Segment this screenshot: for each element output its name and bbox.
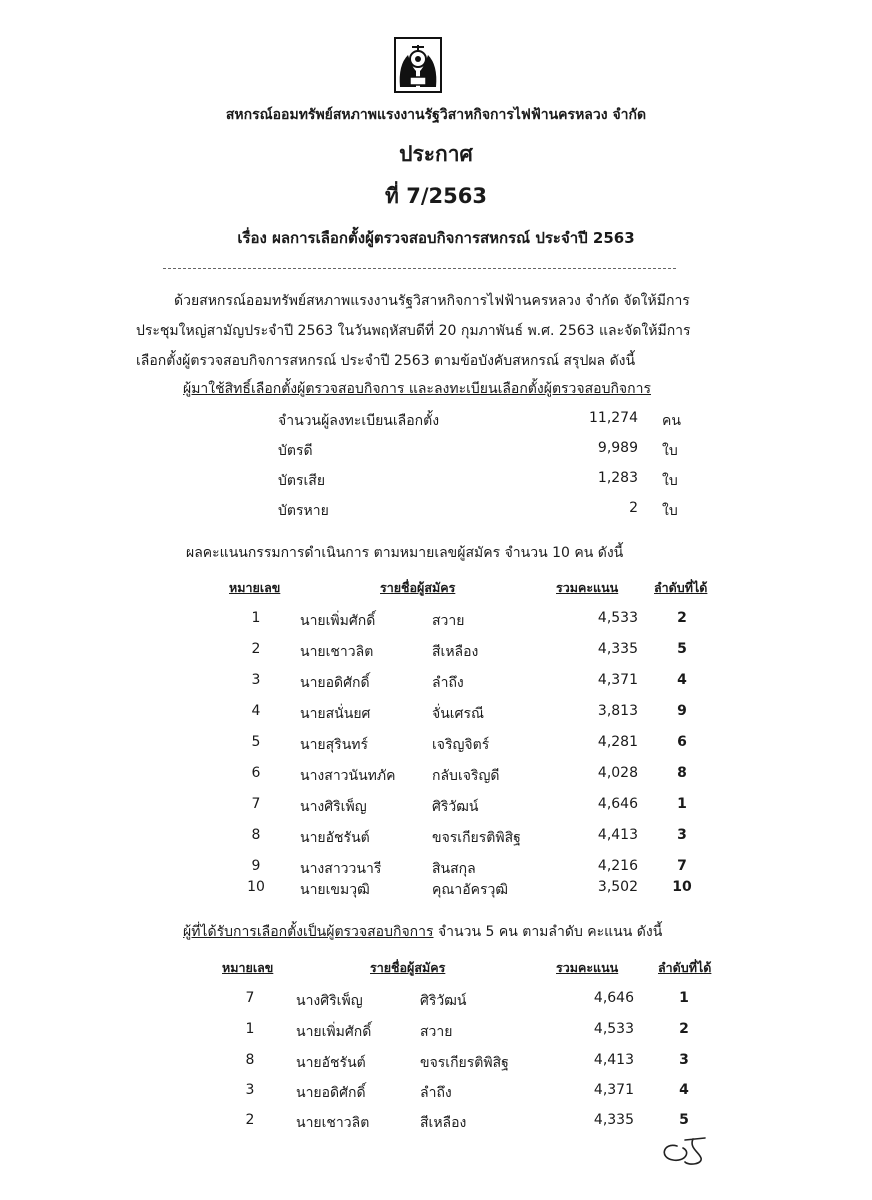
column-header-score: รวมคะแนน — [556, 960, 619, 975]
candidate-number: 10 — [247, 879, 265, 895]
elected-heading-underlined: ผู้ที่ได้รับการเลือกตั้งเป็นผู้ตรวจสอบกิจการ — [183, 924, 434, 940]
elected-heading-rest: จำนวน 5 คน ตามลำดับ คะแนน ดังนี้ — [433, 924, 663, 940]
candidate-number: 6 — [251, 765, 261, 781]
candidate-first-name: นายสนั่นยศ — [300, 706, 371, 722]
candidate-number: 9 — [251, 858, 261, 874]
candidate-last-name: สวาย — [432, 613, 465, 629]
column-header-rank: ลำดับที่ได้ — [654, 580, 708, 595]
candidate-last-name: เจริญจิตร์ — [432, 737, 490, 753]
turnout-value: 11,274 — [589, 410, 638, 426]
organization-name: สหกรณ์ออมทรัพย์สหภาพแรงงานรัฐวิสาหกิจการไฟฟ้านครหลวง จำกัด — [225, 107, 647, 123]
elected-rank: 1 — [679, 990, 689, 1006]
announcement-number: ที่ 7/2563 — [385, 184, 487, 208]
candidate-rank: 3 — [677, 827, 687, 843]
candidate-score: 4,371 — [597, 672, 638, 688]
candidate-score: 4,028 — [597, 765, 638, 781]
turnout-label: บัตรหาย — [278, 503, 329, 519]
candidate-rank: 6 — [677, 734, 687, 750]
elected-score: 4,371 — [593, 1082, 634, 1098]
announcement-subject: เรื่อง ผลการเลือกตั้งผู้ตรวจสอบกิจการสหกรณ์ ประจำปี 2563 — [237, 229, 635, 247]
turnout-value: 2 — [629, 500, 638, 516]
candidate-score: 3,502 — [597, 879, 638, 895]
candidate-rank: 10 — [672, 879, 692, 895]
candidate-score: 4,335 — [597, 641, 638, 657]
turnout-unit: ใบ — [662, 443, 678, 459]
column-header-name: รายชื่อผู้สมัคร — [370, 960, 446, 975]
elected-number: 1 — [245, 1021, 255, 1037]
elected-last-name: ศิริวัฒน์ — [420, 993, 467, 1009]
elected-heading — [183, 921, 662, 943]
turnout-unit: คน — [662, 413, 681, 429]
turnout-heading: ผู้มาใช้สิทธิ์เลือกตั้งผู้ตรวจสอบกิจการ และลงทะเบียนเลือกตั้งผู้ตรวจสอบกิจการ — [183, 381, 651, 397]
column-header-score: รวมคะแนน — [556, 580, 619, 595]
turnout-unit: ใบ — [662, 503, 678, 519]
candidate-first-name: นายอัชรันต์ — [300, 830, 370, 846]
elected-last-name: ลำถึง — [420, 1085, 452, 1101]
elected-number: 3 — [245, 1082, 255, 1098]
candidate-last-name: สินสกุล — [432, 861, 476, 877]
column-header-number: หมายเลข — [229, 580, 281, 595]
elected-score: 4,646 — [593, 990, 634, 1006]
cooperative-logo-icon — [394, 37, 442, 93]
elected-rank: 3 — [679, 1052, 689, 1068]
elected-first-name: นายเพิ่มศักดิ์ — [296, 1024, 372, 1040]
candidate-number: 5 — [251, 734, 261, 750]
elected-score: 4,335 — [593, 1112, 634, 1128]
candidate-number: 2 — [251, 641, 261, 657]
candidate-rank: 1 — [677, 796, 687, 812]
elected-score: 4,533 — [593, 1021, 634, 1037]
candidate-first-name: นางสาวนันทภัค — [300, 768, 396, 784]
candidate-number: 8 — [251, 827, 261, 843]
candidate-last-name: ลำถึง — [432, 675, 464, 691]
candidate-first-name: นายเขมวุฒิ — [300, 882, 370, 898]
candidate-rank: 4 — [677, 672, 687, 688]
candidate-number: 4 — [251, 703, 261, 719]
candidate-last-name: ศิริวัฒน์ — [432, 799, 479, 815]
elected-rank: 4 — [679, 1082, 689, 1098]
intro-line-1: ด้วยสหกรณ์ออมทรัพย์สหภาพแรงงานรัฐวิสาหกิจการไฟฟ้านครหลวง จำกัด จัดให้มีการ — [174, 293, 690, 309]
candidate-first-name: นางศิริเพ็ญ — [300, 799, 367, 815]
column-header-name: รายชื่อผู้สมัคร — [380, 580, 456, 595]
candidate-rank: 5 — [677, 641, 687, 657]
elected-number: 2 — [245, 1112, 255, 1128]
turnout-label: บัตรเสีย — [278, 473, 326, 489]
announcement-title: ประกาศ — [399, 142, 473, 166]
elected-rank: 2 — [679, 1021, 689, 1037]
elected-first-name: นางศิริเพ็ญ — [296, 993, 363, 1009]
candidate-rank: 7 — [677, 858, 687, 874]
results-heading: ผลคะแนนกรรมการดำเนินการ ตามหมายเลขผู้สมัคร จำนวน 10 คน ดังนี้ — [186, 545, 624, 561]
candidate-rank: 9 — [677, 703, 687, 719]
candidate-first-name: นายสุรินทร์ — [300, 737, 369, 753]
elected-last-name: สีเหลือง — [420, 1115, 467, 1131]
column-header-rank: ลำดับที่ได้ — [658, 960, 712, 975]
candidate-number: 1 — [251, 610, 261, 626]
elected-first-name: นายเชาวลิต — [296, 1115, 370, 1131]
intro-line-2: ประชุมใหญ่สามัญประจำปี 2563 ในวันพฤหัสบดีที่ 20 กุมภาพันธ์ พ.ศ. 2563 และจัดให้มีการ — [136, 323, 691, 339]
elected-number: 7 — [245, 990, 255, 1006]
turnout-label: จำนวนผู้ลงทะเบียนเลือกตั้ง — [278, 413, 440, 429]
candidate-score: 4,281 — [597, 734, 638, 750]
intro-line-3: เลือกตั้งผู้ตรวจสอบกิจการสหกรณ์ ประจำปี 2563 ตามข้อบังคับสหกรณ์ สรุปผล ดังนี้ — [136, 353, 636, 369]
turnout-unit: ใบ — [662, 473, 678, 489]
candidate-last-name: กลับเจริญดี — [432, 768, 500, 784]
turnout-label: บัตรดี — [278, 443, 313, 459]
candidate-rank: 2 — [677, 610, 687, 626]
candidate-score: 4,533 — [597, 610, 638, 626]
elected-rank: 5 — [679, 1112, 689, 1128]
candidate-number: 7 — [251, 796, 261, 812]
candidate-score: 4,216 — [597, 858, 638, 874]
candidate-first-name: นางสาววนารี — [300, 861, 382, 877]
candidate-first-name: นายอดิศักดิ์ — [300, 675, 370, 691]
candidate-last-name: สีเหลือง — [432, 644, 479, 660]
turnout-value: 9,989 — [597, 440, 638, 456]
candidate-score: 3,813 — [597, 703, 638, 719]
candidate-rank: 8 — [677, 765, 687, 781]
candidate-last-name: จั่นเศรณี — [432, 706, 484, 722]
candidate-number: 3 — [251, 672, 261, 688]
elected-first-name: นายอัชรันต์ — [296, 1055, 366, 1071]
candidate-last-name: คุณาอัครวุฒิ — [432, 882, 509, 898]
candidate-last-name: ขจรเกียรติพิสิฐ — [432, 830, 521, 846]
dashed-divider — [163, 268, 676, 269]
candidate-first-name: นายเพิ่มศักดิ์ — [300, 613, 376, 629]
elected-last-name: สวาย — [420, 1024, 453, 1040]
elected-number: 8 — [245, 1052, 255, 1068]
elected-first-name: นายอดิศักดิ์ — [296, 1085, 366, 1101]
candidate-score: 4,646 — [597, 796, 638, 812]
elected-score: 4,413 — [593, 1052, 634, 1068]
candidate-first-name: นายเชาวลิต — [300, 644, 374, 660]
turnout-value: 1,283 — [597, 470, 638, 486]
elected-last-name: ขจรเกียรติพิสิฐ — [420, 1055, 509, 1071]
handwritten-initial-signature — [655, 1132, 715, 1168]
column-header-number: หมายเลข — [222, 960, 274, 975]
candidate-score: 4,413 — [597, 827, 638, 843]
